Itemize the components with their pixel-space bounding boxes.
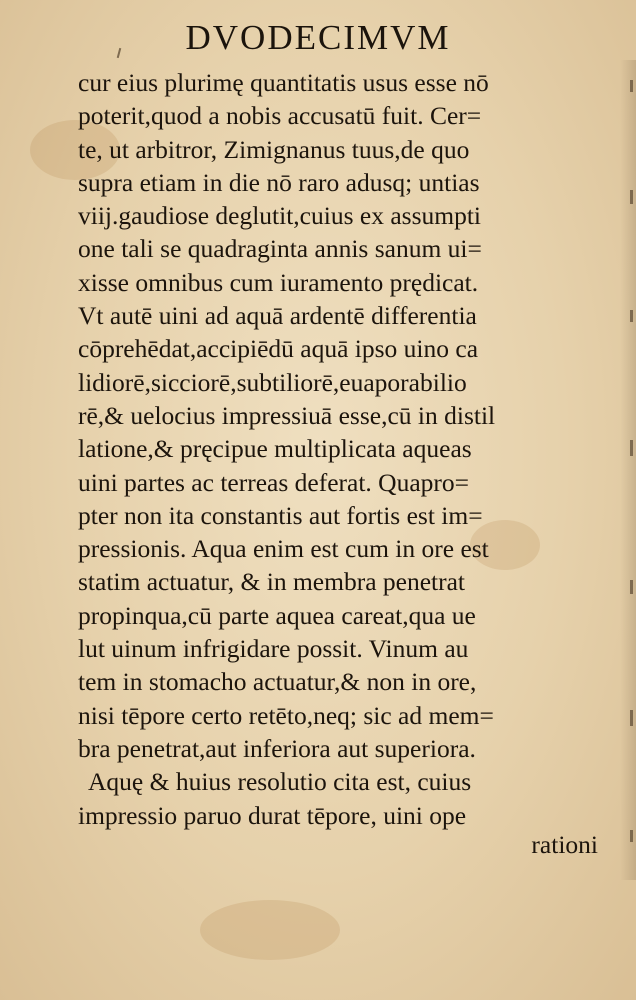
- text-line: pter non ita constantis aut fortis est im=: [78, 500, 483, 530]
- text-line: one tali se quadraginta annis sanum ui=: [78, 234, 482, 264]
- text-line: statim actuatur, & in membra penetrat: [78, 567, 466, 597]
- text-line: supra etiam in die nō raro adusq; untias: [78, 167, 480, 197]
- body-text: [78, 66, 610, 832]
- text-line: xisse omnibus cum iuramento prędicat.: [78, 267, 479, 297]
- text-line: impressio paruo durat tēpore, uini ope: [78, 800, 467, 830]
- running-head: DVODECIMVM: [185, 18, 451, 57]
- text-line: pressionis. Aqua enim est cum in ore est: [78, 534, 489, 564]
- bleed-through-mark: [630, 190, 633, 204]
- bleed-through-mark: [630, 310, 633, 322]
- bleed-through-mark: [630, 830, 633, 842]
- text-line: Vt autē uini ad aquā ardentē differentia: [78, 301, 477, 331]
- text-line: tem in stomacho actuatur,& non in ore,: [78, 667, 477, 697]
- text-line: cōprehēdat,accipiēdū aquā ipso uino ca: [78, 334, 479, 364]
- bleed-through-mark: [630, 580, 633, 594]
- bleed-through-mark: [630, 710, 633, 726]
- paper-stain: [200, 900, 340, 960]
- text-line: lut uinum infrigidare possit. Vinum au: [78, 634, 469, 664]
- text-line: uini partes ac terreas deferat. Quapro=: [78, 467, 470, 497]
- catchword: rationi: [531, 830, 598, 859]
- text-line: propinqua,cū parte aquea careat,qua ue: [78, 600, 476, 630]
- text-line: te, ut arbitror, Zimignanus tuus,de quo: [78, 134, 470, 164]
- text-line: cur eius plurimę quantitatis usus esse nō: [78, 68, 489, 97]
- text-line: rē,& uelocius impressiuā esse,cū in distil: [78, 400, 496, 430]
- facing-page-edge: [620, 60, 636, 880]
- text-line: poterit,quod a nobis accusatū fuit. Cer=: [78, 101, 482, 131]
- bleed-through-mark: [630, 80, 633, 92]
- text-line: viij.gaudiose deglutit,cuius ex assumpti: [78, 201, 481, 231]
- text-line: nisi tēpore certo retēto,neq; sic ad mem=: [78, 700, 494, 730]
- text-line: latione,& pręcipue multiplicata aqueas: [78, 434, 472, 464]
- text-line: Aquę & huius resolutio cita est, cuius: [88, 767, 472, 797]
- text-line: bra penetrat,aut inferiora aut superiora.: [78, 733, 476, 763]
- bleed-through-mark: [630, 440, 633, 456]
- text-line: lidiorē,sicciorē,subtiliorē,euaporabilio: [78, 367, 467, 397]
